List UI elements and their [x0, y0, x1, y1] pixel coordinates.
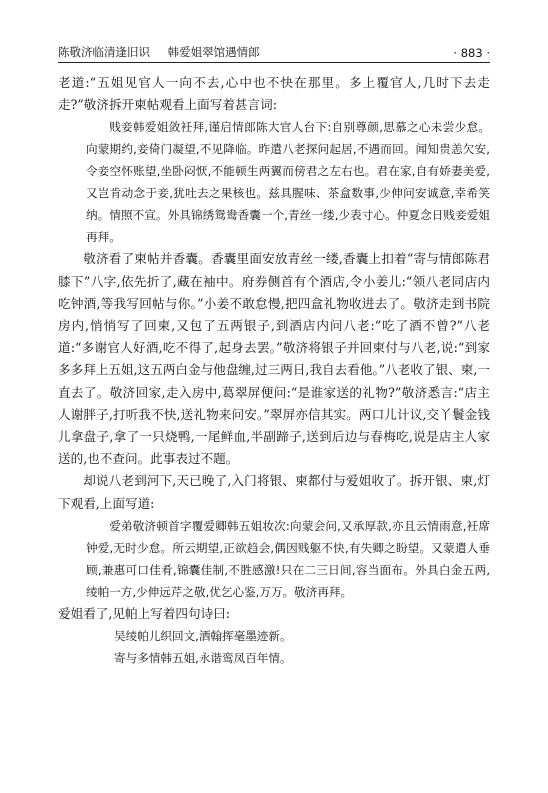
running-header [58, 44, 490, 60]
page-number: · 883 · [453, 46, 490, 60]
paragraph-4: 爱姐看了,见帕上写着四句诗曰: [58, 605, 230, 621]
poem-line-2: 寄与多情韩五姐,永谐鸾凤百年情。 [114, 651, 292, 666]
paragraph-1: 老道:“五姐见官人一向不去,心中也不快在那里。多上覆官人,几时下去走走?”敬济拆开柬帖观看上面写着甚言词: [58, 75, 490, 113]
chapter-title-left: 陈敬济临清逢旧识 [58, 45, 150, 59]
chapter-title [58, 44, 274, 60]
poem-line-1: 吴绫帕儿织回文,洒翰挥毫墨迹新。 [114, 629, 292, 644]
page-body [58, 72, 490, 669]
letter-from-aijie: 贱妾韩爱姐敛衽拜,谨启情郎陈大官人台下:自别尊颜,思慕之心未尝少怠。向蒙期约,妾倚门凝望,不见降临。昨遣八老探问起居,不遇而回。闻知贵恙欠安,令妾空怀账望,坐卧闷恹,不能顿生两翼而傍君之左右也。君在家,自有娇妻美爱,又岂肯动念于妾,犹吐去之果核也。兹具腥味、茶盒数事,少伸问安诚意,幸希笑纳。情照不宣。外具锦绣鸳鸯香囊一个,青丝一缕,少表寸心。仲夏念日贱妾爱姐再拜。 [86, 120, 490, 245]
header-rule [58, 62, 490, 63]
paragraph-3: 却说八老到河下,天已晚了,入门将银、柬都付与爱姐收了。拆开银、柬,灯下观看,上面写道: [58, 473, 490, 511]
letter-from-jingji: 爱弟敬济顿首字覆爱卿韩五姐妆次:向蒙会问,又承厚款,亦且云情雨意,衽席钟爱,无时少怠。所云期望,正欲趋会,偶因贱躯不快,有失卿之盼望。又蒙遣人垂顾,兼惠可口佳肴,锦囊佳制,不胜感激!只在二三日间,容当面布。外具白金五两,绫帕一方,少伸远芹之敬,优乞心鉴,万万。敬济再拜。 [86, 518, 490, 599]
paragraph-2: 敬济看了柬帖并香囊。香囊里面安放青丝一缕,香囊上扣着“寄与情郎陈君膝下”八字,依先折了,藏在袖中。府券侧首有个酒店,令小姜儿:“领八老同店内吃钟酒,等我写回帖与你。”小姜不敢怠慢,把四盒礼物收进去了。敬济走到书院房内,悄悄写了回柬,又包了五两银子,到酒店内问八老:“吃了酒不曾?”八老道:“多谢官人好酒,吃不得了,起身去罢。”敬济将银子并回柬付与八老,说:“到家多多拜上五姐,这五两白金与他盘缠,过三两日,我自去看他。”八老收了银、柬,一直去了。敬济回家,走入房中,葛翠屏便问:“是谁家送的礼物?”敬济悉言:“店主人谢胖子,打听我不快,送礼物来问安。”翠屏亦信其实。两口儿计议,交丫鬟金钱儿拿盘子,拿了一只烧鸭,一尾鲜血,半副蹄子,送到后边与春梅吃,说是店主人家送的,也不查问。此事表过不题。 [58, 251, 490, 467]
chapter-title-right: 韩爱姐翠馆遇情郎 [167, 45, 260, 59]
